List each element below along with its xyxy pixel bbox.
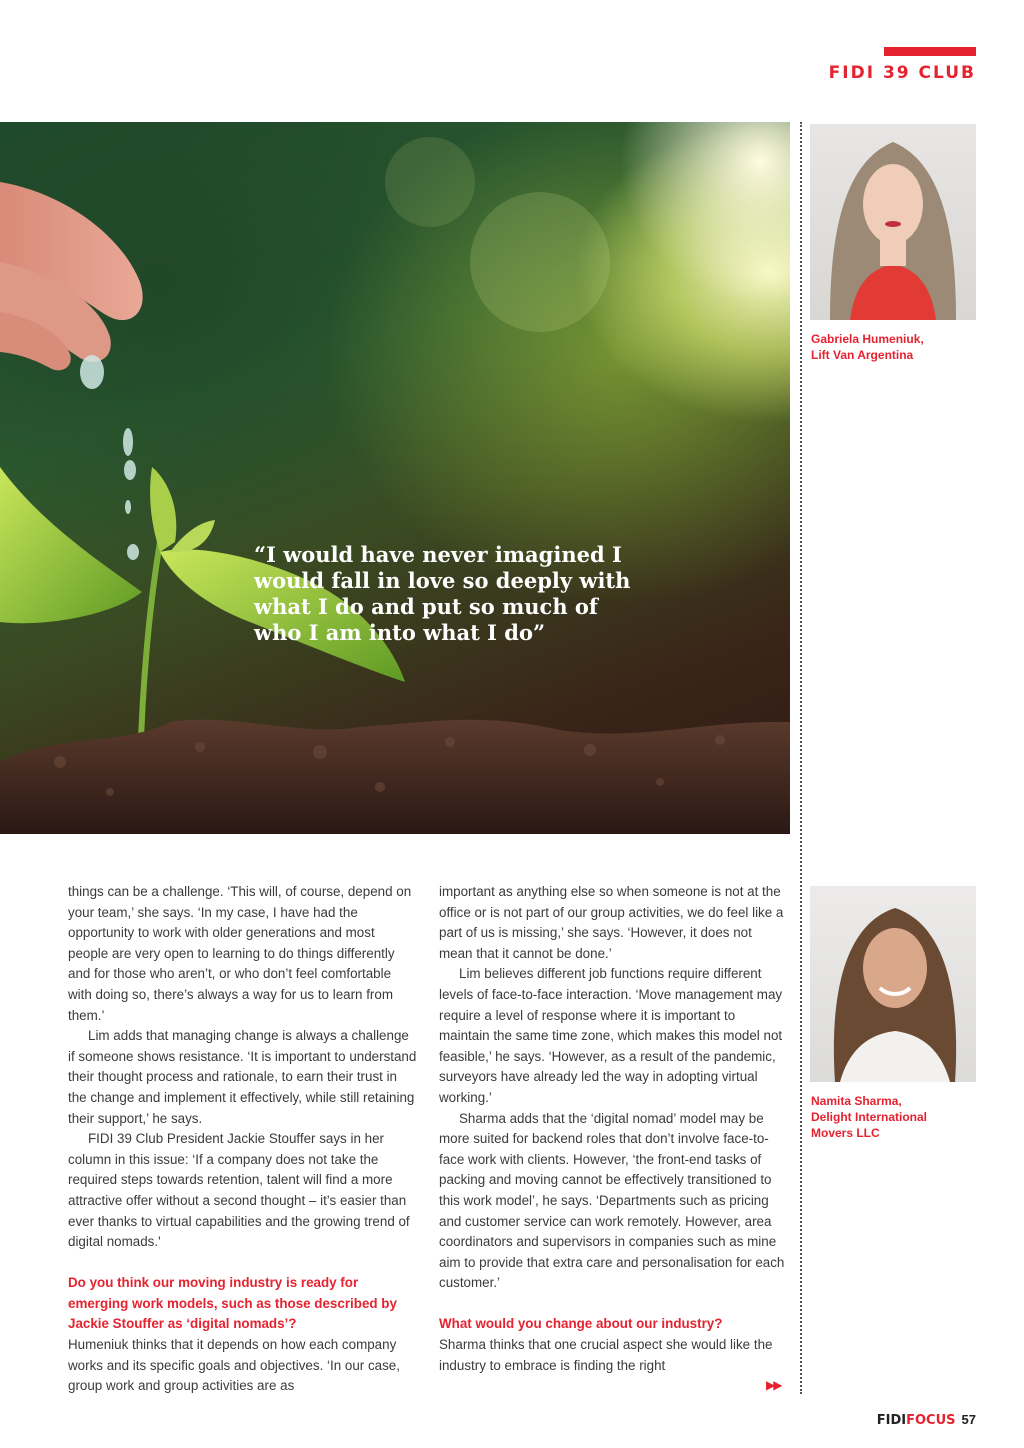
article-column-2 [439,882,789,1376]
question-heading: What would you change about our industry? [439,1316,723,1332]
header-accent-bar [884,47,976,56]
caption-namita [811,1093,981,1141]
person-company: Lift Van Argentina [811,348,914,362]
paragraph: Lim believes different job functions require different levels of face-to-face interaction. ‘Move management may require a level of response where it is important to maintain the same time zone, which makes this model not feasible,’ he says. ‘However, as a result of the pandemic, surveyors have already led the way in adopting virtual working.’ [439,966,783,1105]
article-column-1 [68,882,418,1397]
continue-arrows-icon: ▶▶ [766,1378,781,1392]
hero-image [0,122,790,834]
question-heading: Do you think our moving industry is ready for emerging work models, such as those described by Jackie Stouffer as ‘digital nomads’? [68,1275,397,1332]
caption-gabriela [811,331,981,363]
paragraph: Sharma adds that the ‘digital nomad’ model may be more suited for backend roles that don’t involve face-to-face work with clients. However, ‘the front-end tasks of packing and moving cannot be effectively transitioned to this work model’, he says. ‘Departments such as pricing and customer service can work remotely. However, area coordinators and supervisors in companies such as mine aim to provide that extra care and personalisation for each customer.’ [439,1110,785,1291]
portrait-gabriela-humeniuk [810,124,976,320]
brand-fidi: FIDI [876,1413,907,1428]
paragraph: FIDI 39 Club President Jackie Stouffer says in her column in this issue: ‘If a company does not take the required steps towards retention, talent will find a more attractive offer without a second thought – it’s easier than ever thanks to virtual capabilities and the growing trend of digital nomads.' [68,1131,410,1250]
paragraph: Lim adds that managing change is always a challenge if someone shows resistance. ‘It is important to understand their thought process and rationale, to earn their trust in the change and implement it effectively, while still retaining their support,’ he says. [68,1028,417,1126]
person-company: Movers LLC [811,1126,880,1140]
paragraph: Humeniuk thinks that it depends on how each company works and its specific goals and objectives. ‘In our case, group work and group activities are as [68,1337,400,1394]
portrait-namita-sharma [810,886,976,1082]
paragraph: important as anything else so when someone is not at the office or is not part of our group activities, we do feel like a part of us is missing,’ she says. ‘However, it does not mean that it cannot be done.’ [439,884,784,961]
soil [0,720,790,834]
seedling-illustration [0,122,790,834]
paragraph: Sharma thinks that one crucial aspect she would like the industry to embrace is finding the right [439,1337,773,1373]
bokeh-light [470,192,610,332]
dotted-divider [800,122,802,1394]
paragraph: things can be a challenge. ‘This will, of course, depend on your team,’ she says. ‘In my case, I have had the opportunity to work with older generations and most people are very open to learning to do things differently and for those who aren’t, or who don’t feel comfortable with doing so, there’s always a way for us to learn from them.’ [68,884,412,1023]
bokeh-light [385,137,475,227]
hand [0,182,143,370]
brand-focus: FOCUS [906,1413,956,1428]
water-drops [80,355,139,560]
page-footer [877,1412,976,1428]
person-name: Gabriela Humeniuk, [811,332,924,346]
person-company: Delight International [811,1110,928,1124]
sunlight-glow [620,122,790,302]
person-name: Namita Sharma, [811,1094,902,1108]
page-number: 57 [961,1412,976,1427]
section-title: FIDI 39 CLUB [828,63,976,83]
pull-quote: “I would have never imagined I would fall in love so deeply with what I do and put so much of who I am into what I do” [254,542,631,645]
